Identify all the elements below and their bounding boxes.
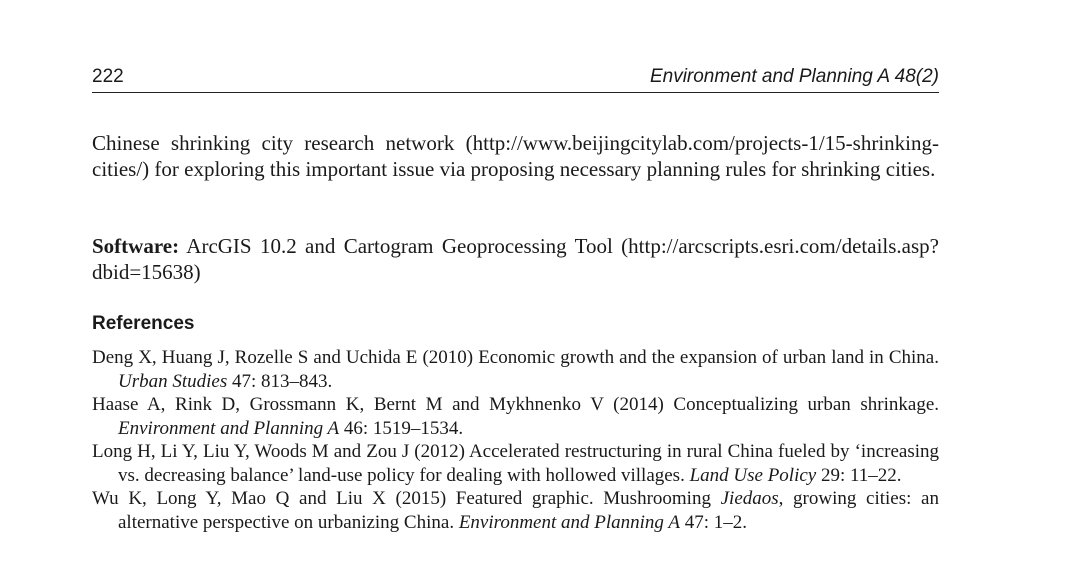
reference-text: Wu K, Long Y, Mao Q and Liu X (2015) Featured graphic. Mushrooming	[92, 488, 721, 509]
references-list	[92, 346, 939, 534]
reference-text: Deng X, Huang J, Rozelle S and Uchida E (2010) Economic growth and the expansion of urban land in China.	[92, 347, 939, 368]
reference-volume: 47: 1–2.	[679, 511, 747, 533]
reference-item	[92, 393, 939, 440]
reference-item	[92, 440, 939, 487]
reference-italic-term: Jiedaos	[720, 488, 779, 509]
body-paragraph: Chinese shrinking city research network (http://www.beijingcitylab.com/projects-1/15-shrinking-cities/) for exploring this important issue via proposing necessary planning rules for shrinking cities.	[92, 131, 939, 181]
software-paragraph	[92, 234, 939, 285]
reference-item	[92, 346, 939, 393]
reference-journal: Environment and Planning A	[118, 417, 340, 439]
reference-volume: 46: 1519–1534.	[339, 417, 464, 439]
reference-journal: Land Use Policy	[689, 464, 817, 486]
reference-item	[92, 487, 939, 534]
running-header	[92, 66, 939, 93]
reference-volume: 47: 813–843.	[227, 370, 333, 392]
journal-title: Environment and Planning A 48(2)	[649, 66, 939, 87]
reference-text: , growing cities: an alternative perspective on urbanizing China.	[118, 488, 939, 533]
software-label: Software:	[92, 234, 180, 258]
reference-journal: Urban Studies	[118, 370, 228, 392]
references-heading: References	[92, 313, 195, 334]
reference-text: Haase A, Rink D, Grossmann K, Bernt M and Mykhnenko V (2014) Conceptualizing urban shrinkage.	[92, 394, 939, 415]
reference-journal: Environment and Planning A	[458, 511, 680, 533]
reference-volume: 29: 11–22.	[816, 464, 902, 486]
software-text: ArcGIS 10.2 and Cartogram Geoprocessing Tool (http://arcscripts.esri.com/details.asp?dbid=15638)	[92, 234, 939, 284]
page-number: 222	[92, 66, 124, 87]
reference-text: Long H, Li Y, Liu Y, Woods M and Zou J (2012) Accelerated restructuring in rural China fueled by ‘increasing vs. decreasing balance’ land-use policy for dealing with hollowed villages.	[92, 441, 939, 486]
